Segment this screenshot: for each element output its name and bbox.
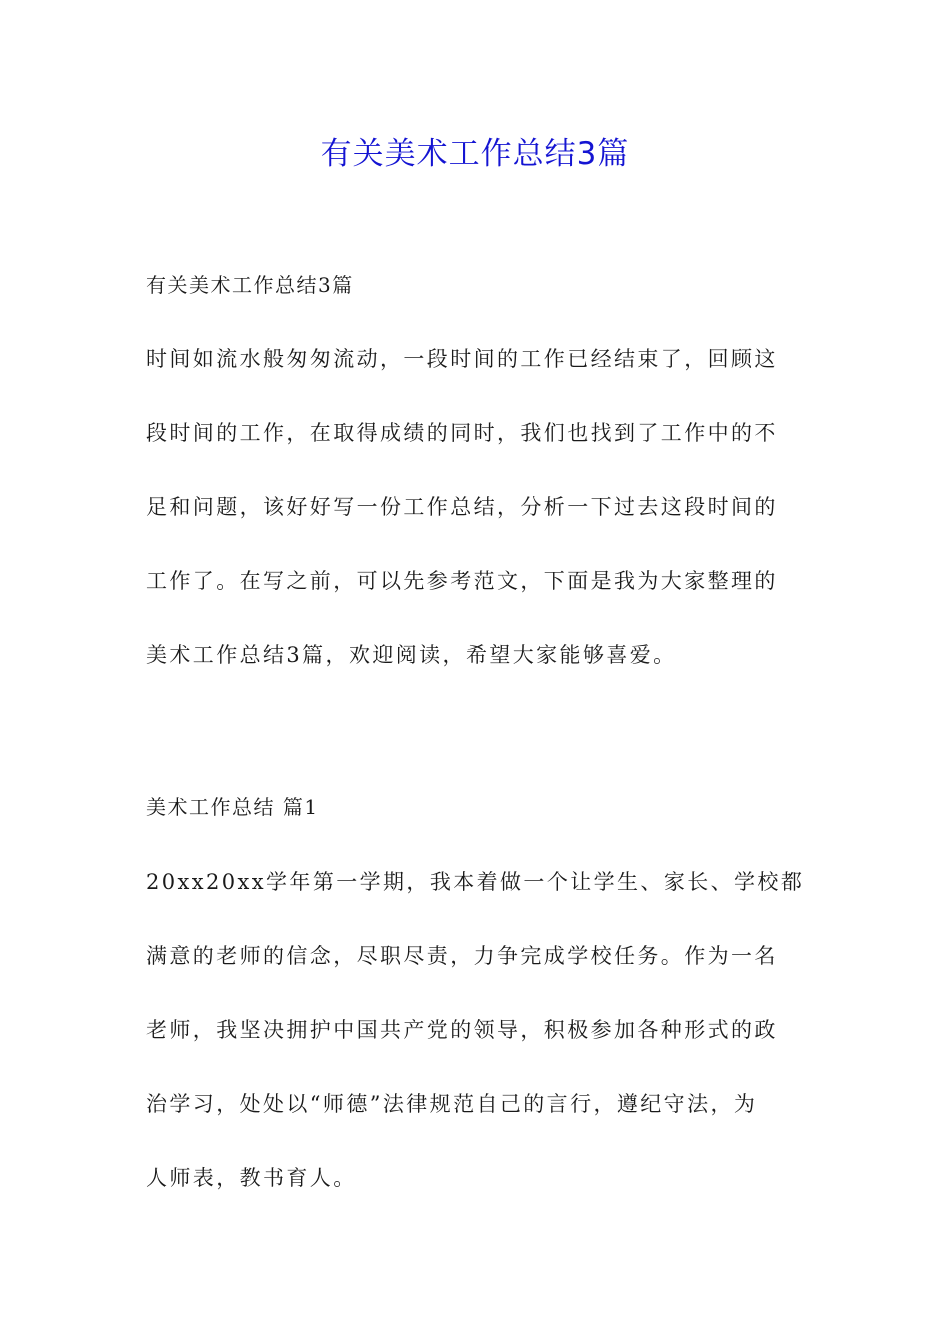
intro-paragraph — [146, 322, 806, 692]
paragraph-line: 美术工作总结3篇，欢迎阅读，希望大家能够喜爱。 — [146, 643, 677, 667]
section-heading: 美术工作总结 篇1 — [146, 795, 319, 819]
paragraph-line: 时间如流水般匆匆流动，一段时间的工作已经结束了，回顾这 — [146, 347, 778, 371]
paragraph-line: 段时间的工作，在取得成绩的同时，我们也找到了工作中的不 — [146, 421, 778, 445]
paragraph-line: 治学习，处处以“师德”法律规范自己的言行，遵纪守法，为 — [146, 1092, 758, 1116]
page-title: 有关美术工作总结3篇 — [320, 136, 630, 172]
paragraph-line: 满意的老师的信念，尽职尽责，力争完成学校任务。作为一名 — [146, 944, 778, 968]
paragraph-line: 工作了。在写之前，可以先参考范文，下面是我为大家整理的 — [146, 569, 778, 593]
document-subtitle: 有关美术工作总结3篇 — [146, 273, 354, 297]
paragraph-line: 足和问题，该好好写一份工作总结，分析一下过去这段时间的 — [146, 495, 778, 519]
paragraph-line: 老师，我坚决拥护中国共产党的领导，积极参加各种形式的政 — [146, 1018, 778, 1042]
section-paragraph — [146, 845, 806, 1215]
paragraph-line: 人师表，教书育人。 — [146, 1166, 357, 1190]
paragraph-line: 20xx20xx学年第一学期，我本着做一个让学生、家长、学校都 — [146, 870, 805, 894]
